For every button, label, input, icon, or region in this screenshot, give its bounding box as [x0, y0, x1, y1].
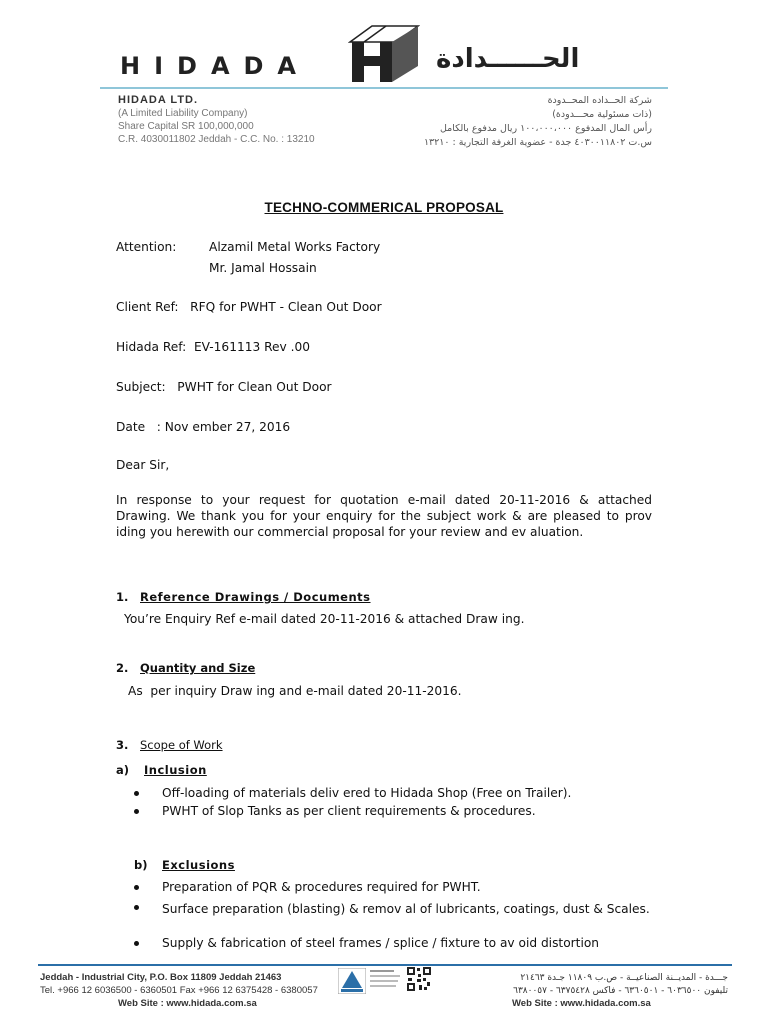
company-logo-text: HIDADA [120, 52, 311, 80]
header-rule [100, 87, 668, 89]
arabic-company-name: شركة الحــداده المحــدودة [547, 95, 652, 106]
footer-arabic-phone: تليفون ٦٠٣٦٥٠٠ - ٦٣٦٠٥٠١ - فاكس ٦٣٧٥٤٢٨ - ٦٣٨٠٠٥٧ [513, 986, 728, 996]
company-info-arabic [392, 94, 652, 150]
company-type: (A Limited Liability Company) [118, 108, 248, 119]
salutation: Dear Sir, [116, 458, 170, 472]
section-1-number: 1. [116, 590, 129, 604]
company-name: HIDADA LTD. [118, 94, 199, 106]
bullet-icon [134, 791, 139, 796]
certification-text-block [370, 968, 404, 994]
exclusion-title: Exclusions [162, 858, 235, 872]
footer-address: Jeddah - Industrial City, P.O. Box 11809 Jeddah 21463 [40, 972, 282, 983]
footer-rule [38, 964, 732, 966]
exclusion-item: Preparation of PQR & procedures required for PWHT. [162, 880, 481, 894]
bullet-icon [134, 905, 139, 910]
exclusion-item: Supply & fabrication of steel frames / splice / fixture to av oid distortion [162, 936, 600, 950]
company-cr: C.R. 4030011802 Jeddah - C.C. No. : 13210 [118, 134, 315, 145]
arabic-company-cr: س.ت ٤٠٣٠٠١١٨٠٢ جدة - عضوية الغرفة التجارية : ١٣٢١٠ [423, 137, 652, 148]
section-1-text: You’re Enquiry Ref e-mail dated 20-11-2016 & attached Draw ing. [124, 612, 525, 626]
section-3-number: 3. [116, 738, 129, 752]
inclusion-title: Inclusion [144, 763, 207, 777]
section-2-title: Quantity and Size [140, 661, 256, 675]
exclusion-item: Surface preparation (blasting) & remov al of lubricants, coatings, dust & Scales. [162, 902, 650, 916]
company-capital: Share Capital SR 100,000,000 [118, 121, 254, 132]
certification-logo-icon [338, 968, 366, 994]
attention-company: Alzamil Metal Works Factory [209, 240, 381, 254]
date: Date : Nov ember 27, 2016 [116, 420, 291, 434]
section-2-text: As per inquiry Draw ing and e-mail dated 20-11-2016. [128, 684, 462, 698]
section-1-title: Reference Drawings / Documents [140, 590, 371, 604]
exclusion-number: b) [134, 858, 148, 872]
footer-arabic-website: Web Site : www.hidada.com.sa [512, 998, 651, 1009]
subject: Subject: PWHT for Clean Out Door [116, 380, 332, 394]
intro-paragraph: In response to your request for quotation e-mail dated 20-11-2016 & attached Drawing. We thank you for your enquiry for the subject work & are pleased to prov iding you herewith our commercial proposal for your review and ev aluation. [116, 493, 652, 539]
footer-arabic-address: جـــدة - المديــنة الصناعيــة - ص.ب ١١٨٠٩ جـدة ٢١٤٦٣ [520, 973, 728, 983]
footer-website: Web Site : www.hidada.com.sa [118, 998, 257, 1009]
arabic-company-capital: رأس المال المدفوع ١٠٠،٠٠٠،٠٠٠ ريال مدفوع بالكامل [439, 123, 652, 134]
inclusion-number: a) [116, 763, 130, 777]
bullet-icon [134, 885, 139, 890]
attention-label: Attention: [116, 240, 177, 254]
footer-phone: Tel. +966 12 6036500 - 6360501 Fax +966 12 6375428 - 6380057 [40, 985, 318, 996]
inclusion-item: Off-loading of materials deliv ered to Hidada Shop (Free on Trailer). [162, 786, 572, 800]
inclusion-item: PWHT of Slop Tanks as per client requirements & procedures. [162, 804, 536, 818]
section-3-title: Scope of Work [140, 738, 223, 752]
company-logo-icon [348, 24, 420, 84]
hidada-ref: Hidada Ref: EV-161113 Rev .00 [116, 340, 310, 354]
company-info [118, 94, 315, 146]
bullet-icon [134, 941, 139, 946]
document-title: TECHNO-COMMERICAL PROPOSAL [264, 200, 504, 215]
arabic-company-type: (ذات مسئولية محـــدودة) [552, 109, 652, 120]
client-ref: Client Ref: RFQ for PWHT - Clean Out Door [116, 300, 382, 314]
bullet-icon [134, 809, 139, 814]
attention-person: Mr. Jamal Hossain [209, 261, 317, 275]
company-arabic-logo: الحــــــدادة [436, 44, 580, 74]
section-2-number: 2. [116, 661, 129, 675]
